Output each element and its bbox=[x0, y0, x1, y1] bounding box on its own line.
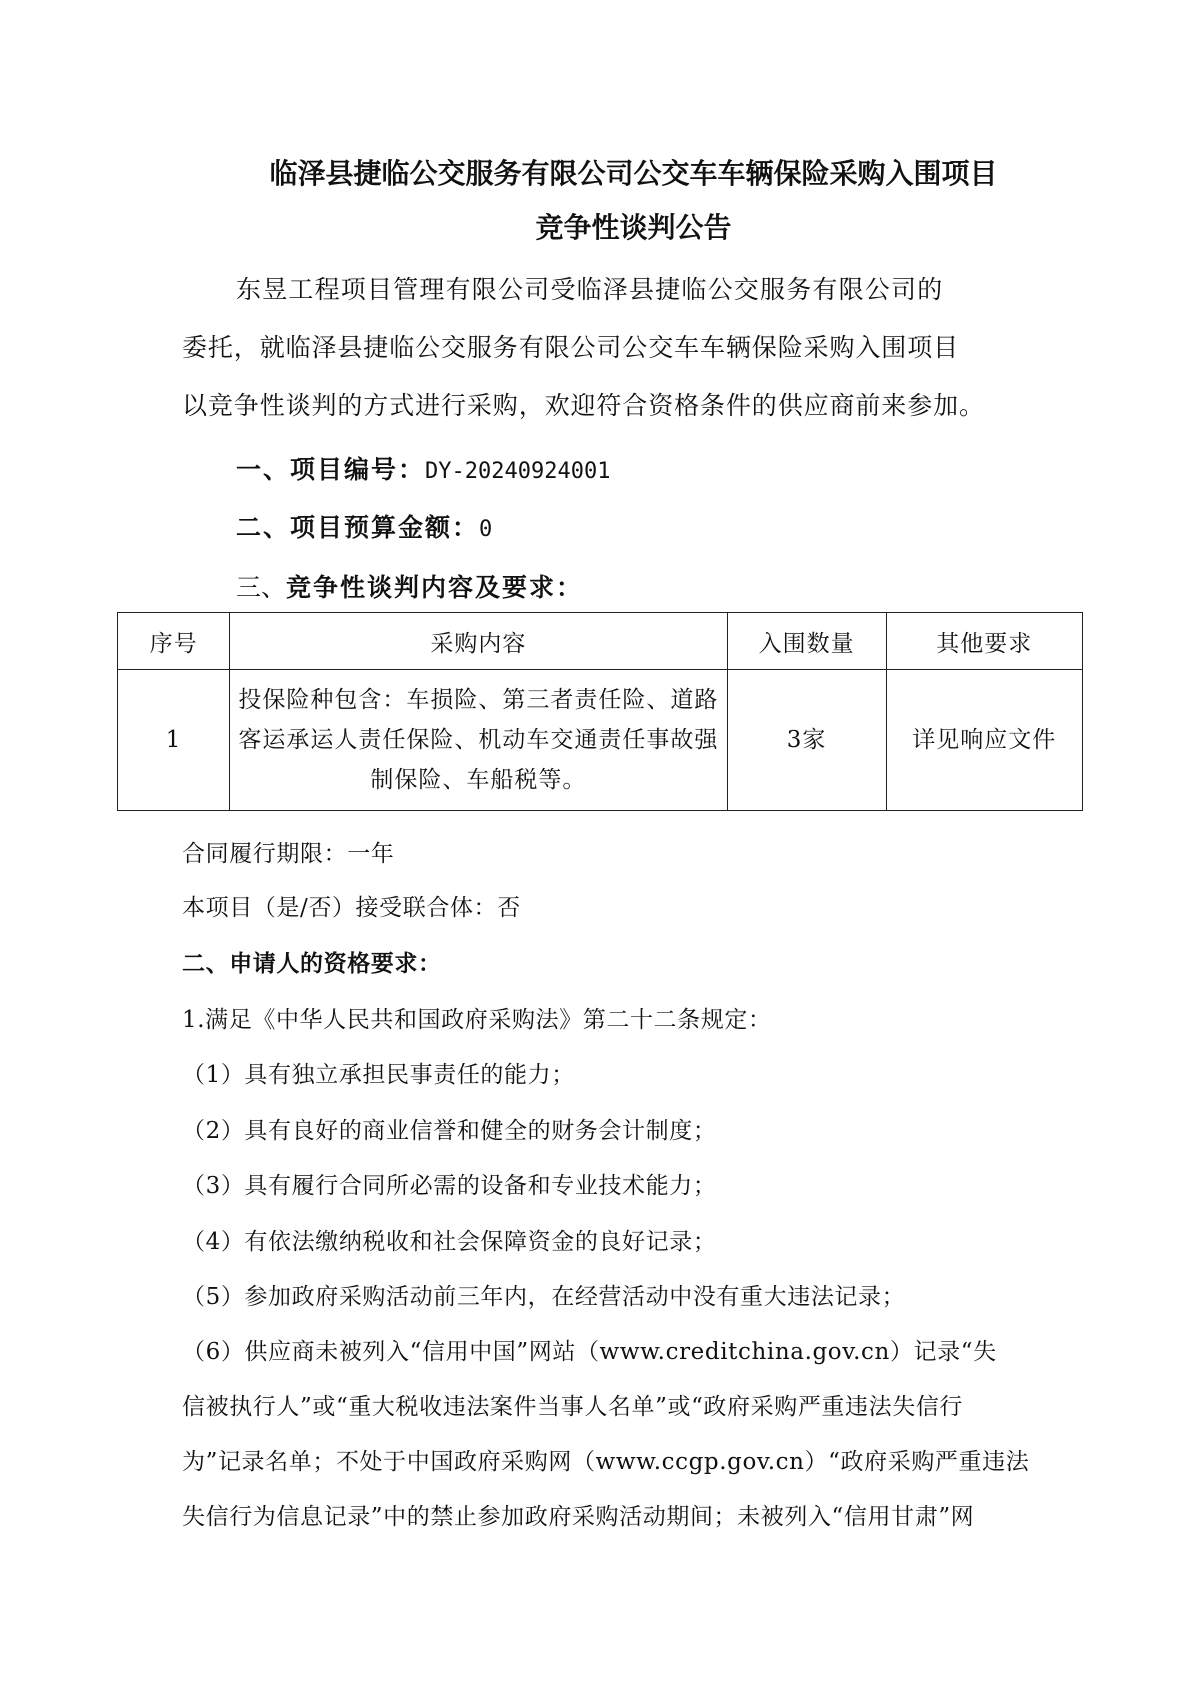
qualification-item-1: （1）具有独立承担民事责任的能力； bbox=[182, 1062, 575, 1088]
project-number-label: 一、项目编号： bbox=[236, 455, 426, 484]
cell-no: 1 bbox=[118, 670, 230, 811]
content-prefix: 三、 bbox=[236, 573, 287, 602]
qualification-heading: 二、申请人的资格要求： bbox=[182, 951, 442, 977]
content-label: 竞争性谈判内容及要求： bbox=[286, 573, 584, 602]
qualification-item-5: （5）参加政府采购活动前三年内，在经营活动中没有重大违法记录； bbox=[182, 1284, 906, 1310]
qualification-item-6-line4: 失信行为信息记录”中的禁止参加政府采购活动期间；未被列入“信用甘肃”网 bbox=[182, 1504, 975, 1530]
cell-quantity: 3家 bbox=[727, 670, 886, 811]
qualification-item-2: （2）具有良好的商业信誉和健全的财务会计制度； bbox=[182, 1118, 717, 1144]
qualification-item-6-line3: 为”记录名单；不处于中国政府采购网（www.ccgp.gov.cn）“政府采购严重违法 bbox=[182, 1449, 1030, 1475]
table-row bbox=[118, 670, 1083, 811]
content-heading bbox=[236, 568, 583, 608]
document-title-line1: 临泽县捷临公交服务有限公司公交车车辆保险采购入围项目 bbox=[269, 157, 998, 190]
requirements-table bbox=[117, 612, 1083, 811]
qualification-item-3: （3）具有履行合同所必需的设备和专业技术能力； bbox=[182, 1173, 717, 1199]
header-quantity: 入围数量 bbox=[727, 613, 886, 670]
cell-content-line1: 投保险种包含：车损险、第三者责任险、道路 bbox=[238, 687, 719, 713]
intro-line1: 东昱工程项目管理有限公司受临泽县捷临公交服务有限公司的 bbox=[236, 275, 944, 304]
budget-value: 0 bbox=[479, 517, 493, 542]
qualification-intro: 1.满足《中华人民共和国政府采购法》第二十二条规定： bbox=[182, 1007, 772, 1033]
cell-other: 详见响应文件 bbox=[886, 670, 1082, 811]
header-other: 其他要求 bbox=[886, 613, 1082, 670]
table-header-row bbox=[118, 613, 1083, 670]
qualification-item-4: （4）有依法缴纳税收和社会保障资金的良好记录； bbox=[182, 1229, 717, 1255]
contract-period: 合同履行期限：一年 bbox=[182, 841, 395, 867]
project-number-value: DY-20240924001 bbox=[425, 459, 611, 484]
intro-line3: 以竞争性谈判的方式进行采购，欢迎符合资格条件的供应商前来参加。 bbox=[182, 391, 985, 420]
qualification-item-6-line2: 信被执行人”或“重大税收违法案件当事人名单”或“政府采购严重违法失信行 bbox=[182, 1394, 964, 1420]
header-no: 序号 bbox=[118, 613, 230, 670]
cell-content-line2: 客运承运人责任保险、机动车交通责任事故强 bbox=[238, 727, 719, 753]
header-content: 采购内容 bbox=[230, 613, 727, 670]
cell-content-line3: 制保险、车船税等。 bbox=[370, 767, 587, 793]
consortium-note: 本项目（是/否）接受联合体：否 bbox=[182, 895, 521, 921]
intro-line2: 委托，就临泽县捷临公交服务有限公司公交车车辆保险采购入围项目 bbox=[182, 333, 960, 362]
qualification-item-6-line1: （6）供应商未被列入“信用中国”网站（www.creditchina.gov.cn）记录“失 bbox=[182, 1339, 997, 1365]
cell-content bbox=[230, 670, 727, 811]
project-number-heading bbox=[236, 450, 610, 492]
budget-heading bbox=[236, 508, 492, 550]
document-title-line2: 竞争性谈判公告 bbox=[535, 211, 732, 244]
budget-label: 二、项目预算金额： bbox=[236, 513, 480, 542]
